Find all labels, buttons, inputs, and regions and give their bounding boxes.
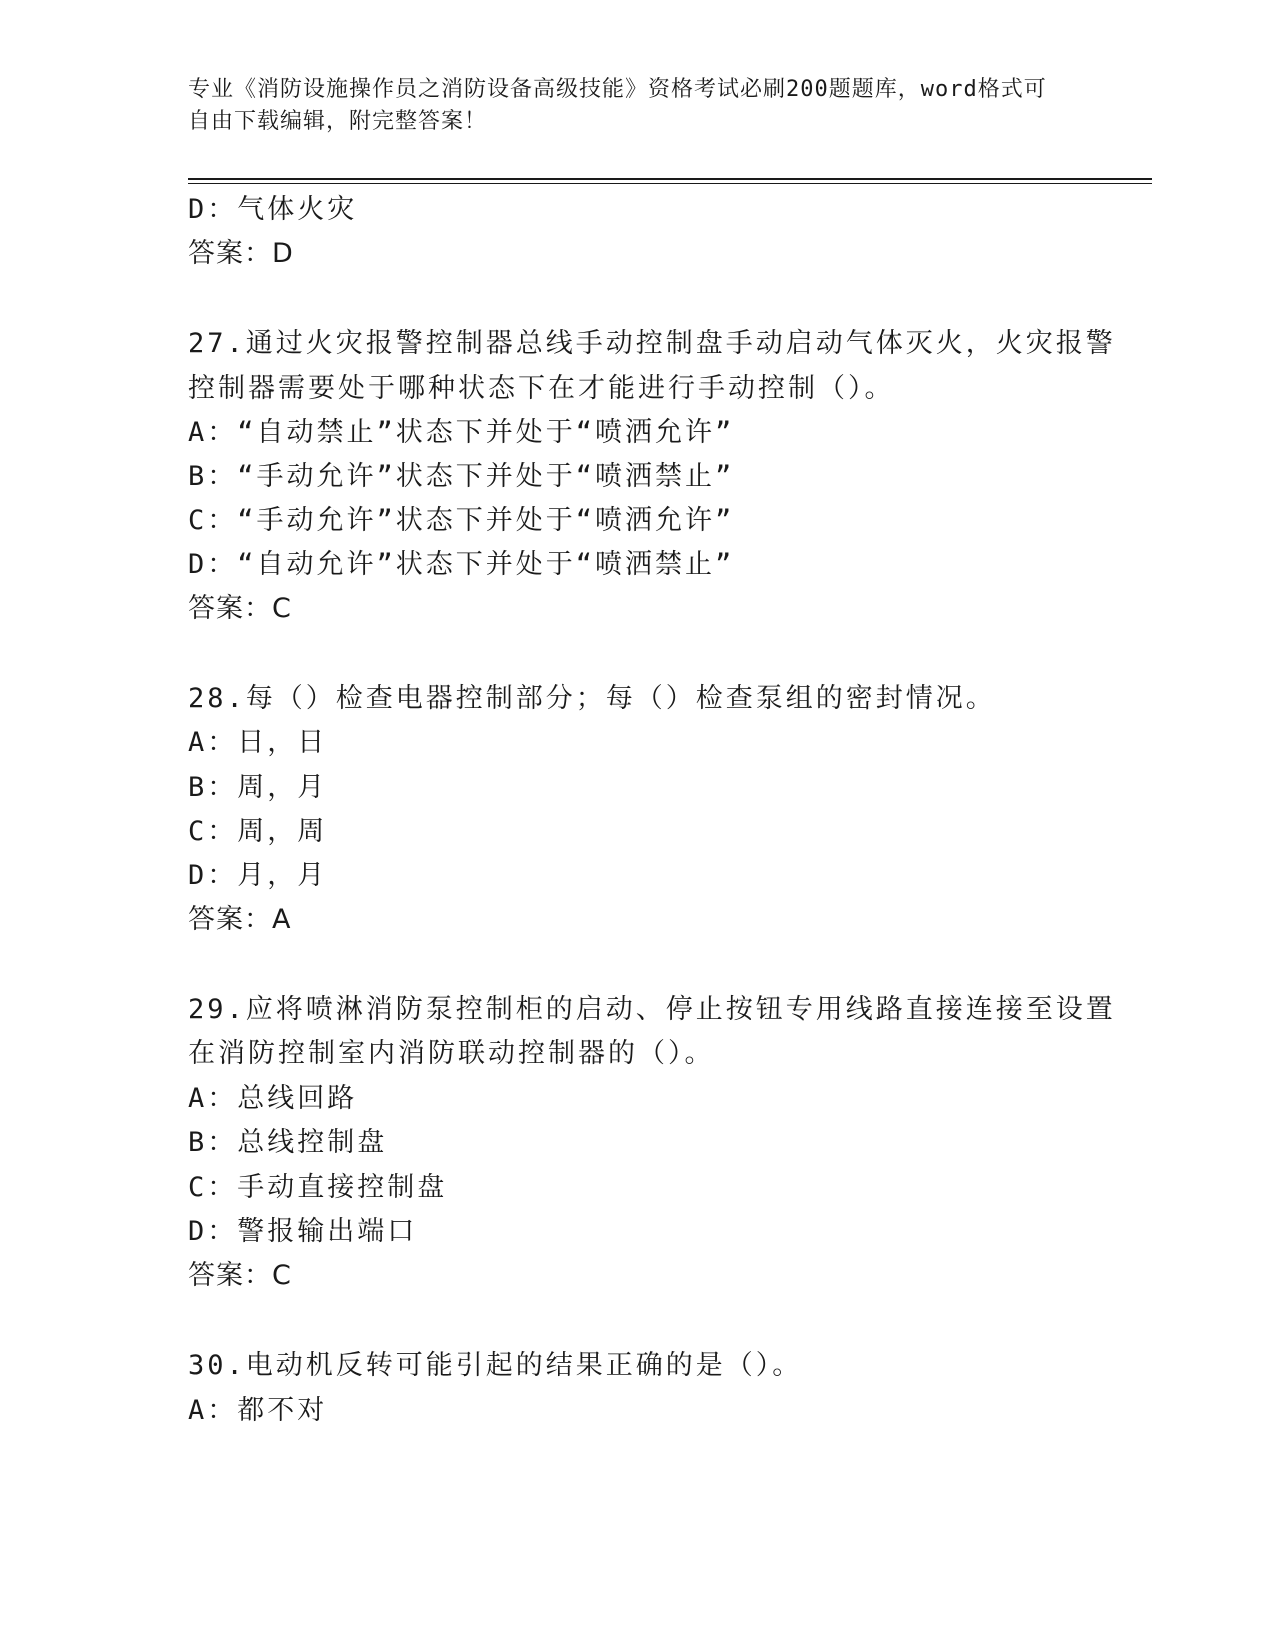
q27-stem-line1: 27.通过火灾报警控制器总线手动控制盘手动启动气体灭火，火灾报警 (188, 328, 1116, 359)
q27-option-d: D：“自动允许”状态下并处于“喷洒禁止” (188, 549, 735, 580)
q27-answer: 答案：C (188, 593, 292, 624)
header-divider-thin (188, 183, 1152, 184)
q28-option-b: B：周，月 (188, 772, 328, 803)
q28-answer: 答案：A (188, 904, 292, 935)
page-header: 专业《消防设施操作员之消防设备高级技能》资格考试必刷200题题库，word格式可自由下载编辑，附完整答案！ (188, 77, 1047, 134)
q27-option-b: B：“手动允许”状态下并处于“喷洒禁止” (188, 461, 735, 492)
q28-option-a: A：日，日 (188, 727, 328, 758)
q29-option-b: B：总线控制盘 (188, 1127, 388, 1158)
q28-option-d: D：月，月 (188, 860, 328, 891)
q28-option-c: C：周，周 (188, 816, 328, 847)
q26-answer: 答案：D (188, 238, 294, 269)
q27-option-a: A：“自动禁止”状态下并处于“喷洒允许” (188, 417, 735, 448)
q26-option-d: D：气体火灾 (188, 194, 358, 225)
q29-stem-line1: 29.应将喷淋消防泵控制柜的启动、停止按钮专用线路直接连接至设置 (188, 994, 1116, 1025)
header-divider-thick (188, 178, 1152, 180)
q29-option-d: D：警报输出端口 (188, 1216, 418, 1247)
q27-option-c: C：“手动允许”状态下并处于“喷洒允许” (188, 505, 735, 536)
q29-answer: 答案：C (188, 1260, 292, 1291)
q29-option-a: A：总线回路 (188, 1083, 358, 1114)
q28-stem-line1: 28.每（）检查电器控制部分；每（）检查泵组的密封情况。 (188, 683, 996, 714)
q29-option-c: C：手动直接控制盘 (188, 1172, 448, 1203)
q27-stem-line2: 控制器需要处于哪种状态下在才能进行手动控制（）。 (188, 373, 895, 404)
q30-option-a: A：都不对 (188, 1395, 328, 1426)
q30-stem-line1: 30.电动机反转可能引起的结果正确的是（）。 (188, 1350, 803, 1381)
q29-stem-line2: 在消防控制室内消防联动控制器的（）。 (188, 1038, 715, 1069)
